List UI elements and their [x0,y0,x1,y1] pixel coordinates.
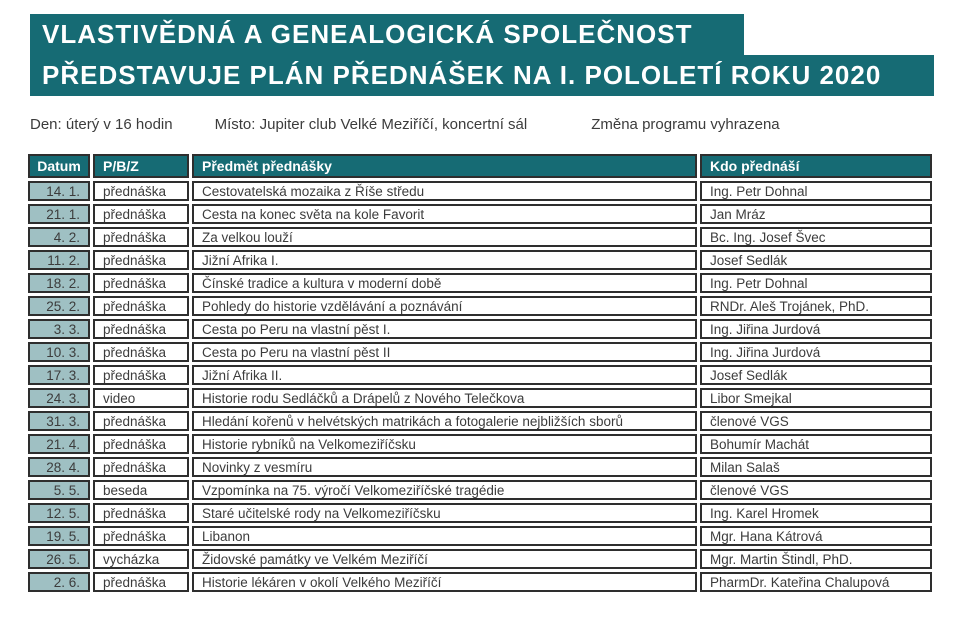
cell-subject: Historie lékáren v okolí Velkého Meziříčí [192,572,697,592]
cell-subject: Historie rybníků na Velkomeziříčsku [192,434,697,454]
table-row [28,342,932,362]
cell-type: přednáška [93,227,189,247]
cell-date: 2. 6. [28,572,90,592]
cell-lecturer: Ing. Karel Hromek [700,503,932,523]
cell-type: přednáška [93,526,189,546]
table-row [28,296,932,316]
cell-subject: Libanon [192,526,697,546]
info-note: Změna programu vyhrazena [591,116,780,133]
title-banner [30,14,960,96]
cell-subject: Hledání kořenů v helvétských matrikách a fotogalerie nejbližších sborů [192,411,697,431]
cell-lecturer: členové VGS [700,411,932,431]
table-header [28,154,932,178]
schedule-body [28,181,932,592]
cell-type: přednáška [93,365,189,385]
table-row [28,319,932,339]
cell-lecturer: RNDr. Aleš Trojánek, PhD. [700,296,932,316]
cell-date: 24. 3. [28,388,90,408]
cell-subject: Cestovatelská mozaika z Říše středu [192,181,697,201]
cell-lecturer: členové VGS [700,480,932,500]
lecture-plan-page [0,14,960,618]
header-lecturer: Kdo přednáší [700,154,932,178]
cell-type: přednáška [93,434,189,454]
cell-type: přednáška [93,572,189,592]
cell-type: přednáška [93,342,189,362]
cell-lecturer: Josef Sedlák [700,250,932,270]
cell-type: přednáška [93,503,189,523]
cell-lecturer: Mgr. Hana Kátrová [700,526,932,546]
table-row [28,388,932,408]
table-row [28,480,932,500]
table-row [28,250,932,270]
cell-lecturer: Josef Sedlák [700,365,932,385]
table-row [28,411,932,431]
table-row [28,434,932,454]
cell-date: 17. 3. [28,365,90,385]
cell-subject: Za velkou louží [192,227,697,247]
table-row [28,549,932,569]
cell-date: 10. 3. [28,342,90,362]
cell-lecturer: Jan Mráz [700,204,932,224]
cell-subject: Staré učitelské rody na Velkomeziříčsku [192,503,697,523]
table-row [28,503,932,523]
cell-type: vycházka [93,549,189,569]
header-datum: Datum [28,154,90,178]
cell-subject: Čínské tradice a kultura v moderní době [192,273,697,293]
info-place: Místo: Jupiter club Velké Meziříčí, koncertní sál [214,116,528,133]
cell-date: 3. 3. [28,319,90,339]
table-row [28,204,932,224]
cell-lecturer: PharmDr. Kateřina Chalupová [700,572,932,592]
cell-subject: Jižní Afrika II. [192,365,697,385]
cell-date: 19. 5. [28,526,90,546]
cell-type: přednáška [93,250,189,270]
cell-date: 5. 5. [28,480,90,500]
cell-date: 21. 4. [28,434,90,454]
cell-type: přednáška [93,457,189,477]
cell-type: přednáška [93,181,189,201]
cell-lecturer: Ing. Jiřina Jurdová [700,342,932,362]
cell-date: 28. 4. [28,457,90,477]
cell-date: 21. 1. [28,204,90,224]
cell-type: přednáška [93,319,189,339]
cell-type: přednáška [93,296,189,316]
cell-lecturer: Mgr. Martin Štindl, PhD. [700,549,932,569]
cell-subject: Jižní Afrika I. [192,250,697,270]
cell-subject: Cesta na konec světa na kole Favorit [192,204,697,224]
cell-lecturer: Ing. Petr Dohnal [700,273,932,293]
cell-lecturer: Ing. Petr Dohnal [700,181,932,201]
page-title-line1: VLASTIVĚDNÁ A GENEALOGICKÁ SPOLEČNOST [30,14,744,55]
cell-type: přednáška [93,204,189,224]
event-info-line [30,116,960,134]
header-subject: Předmět přednášky [192,154,697,178]
cell-subject: Cesta po Peru na vlastní pěst I. [192,319,697,339]
cell-date: 14. 1. [28,181,90,201]
table-row [28,365,932,385]
header-row [28,154,932,178]
cell-subject: Novinky z vesmíru [192,457,697,477]
cell-date: 11. 2. [28,250,90,270]
cell-date: 26. 5. [28,549,90,569]
table-row [28,457,932,477]
cell-subject: Cesta po Peru na vlastní pěst II [192,342,697,362]
cell-subject: Pohledy do historie vzdělávání a poznávání [192,296,697,316]
cell-type: přednáška [93,273,189,293]
lecture-schedule-table [25,151,935,595]
cell-type: video [93,388,189,408]
cell-lecturer: Ing. Jiřina Jurdová [700,319,932,339]
info-day: Den: úterý v 16 hodin [30,116,173,133]
cell-subject: Židovské památky ve Velkém Meziříčí [192,549,697,569]
cell-lecturer: Libor Smejkal [700,388,932,408]
cell-date: 12. 5. [28,503,90,523]
cell-subject: Vzpomínka na 75. výročí Velkomeziříčské tragédie [192,480,697,500]
cell-lecturer: Bohumír Machát [700,434,932,454]
table-row [28,572,932,592]
cell-date: 4. 2. [28,227,90,247]
page-title-line2: PŘEDSTAVUJE PLÁN PŘEDNÁŠEK NA I. POLOLETÍ ROKU 2020 [30,55,934,96]
cell-date: 31. 3. [28,411,90,431]
cell-lecturer: Bc. Ing. Josef Švec [700,227,932,247]
cell-type: přednáška [93,411,189,431]
header-pbz: P/B/Z [93,154,189,178]
cell-type: beseda [93,480,189,500]
table-row [28,181,932,201]
cell-date: 25. 2. [28,296,90,316]
table-row [28,526,932,546]
table-row [28,273,932,293]
cell-subject: Historie rodu Sedláčků a Drápelů z Nového Telečkova [192,388,697,408]
cell-date: 18. 2. [28,273,90,293]
cell-lecturer: Milan Salaš [700,457,932,477]
table-row [28,227,932,247]
